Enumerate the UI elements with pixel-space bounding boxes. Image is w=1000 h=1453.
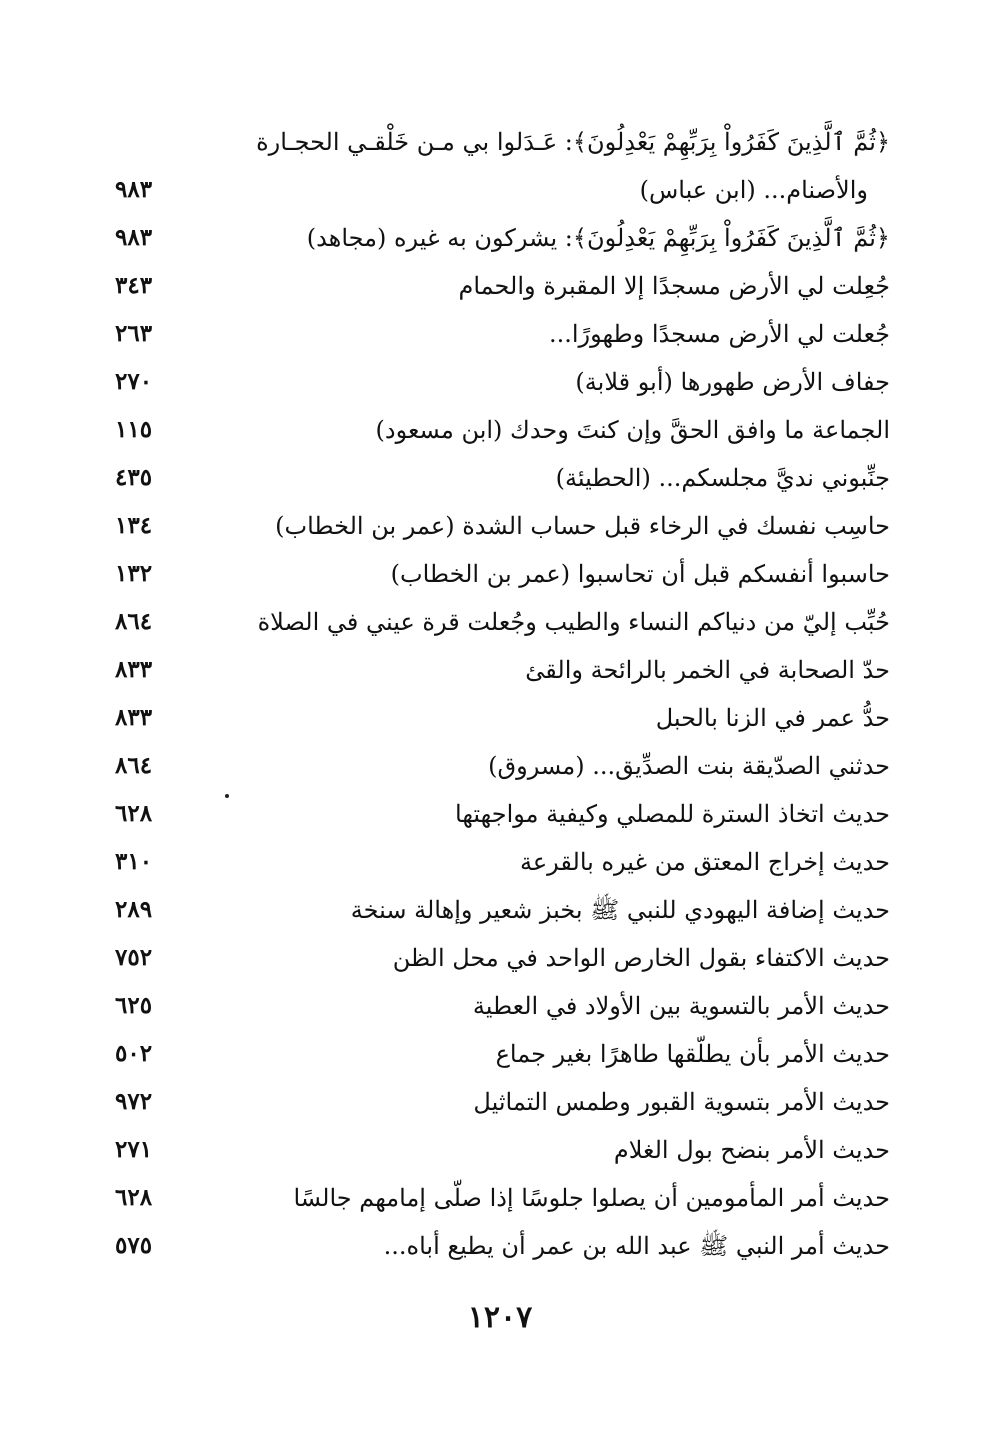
entry-text: حديث الاكتفاء بقول الخارص الواحد في محل الظن [392, 944, 890, 972]
index-entry [115, 886, 890, 934]
index-entry [115, 646, 890, 694]
entry-page-number: ٨٣٣ [115, 704, 153, 731]
entry-text: حديث الأمر بأن يطلّقها طاهرًا بغير جماع [495, 1040, 890, 1068]
index-entry [115, 454, 890, 502]
entry-text: حديث أمر النبي ﷺ عبد الله بن عمر أن يطيع أباه... [383, 1232, 890, 1260]
entry-page-number: ٦٢٨ [115, 1184, 153, 1211]
index-entry [115, 742, 890, 790]
entry-page-number: ١٣٤ [115, 512, 153, 539]
index-list [115, 118, 890, 1270]
index-entry [115, 214, 890, 262]
entry-page-number: ٣٤٣ [115, 272, 153, 299]
entry-page-number: ٦٢٨ [115, 800, 153, 827]
entry-page-number: ٣١٠ [115, 848, 153, 875]
entry-line-continuation: والأصنام... (ابن عباس) [639, 176, 868, 204]
entry-text: حُبِّب إليّ من دنياكم النساء والطيب وجُعلت قرة عيني في الصلاة [257, 608, 890, 636]
entry-page-number: ١٣٢ [115, 560, 153, 587]
index-entry [115, 598, 890, 646]
entry-page-number: ٨٦٤ [115, 752, 153, 779]
index-entry [115, 262, 890, 310]
entry-text: حديث اتخاذ السترة للمصلي وكيفية مواجهتها [455, 800, 890, 828]
entry-text: حاسِب نفسك في الرخاء قبل حساب الشدة (عمر بن الخطاب) [275, 512, 890, 540]
index-entry [115, 1174, 890, 1222]
entry-text: حديث إضافة اليهودي للنبي ﷺ بخبز شعير وإهالة سنخة [350, 896, 890, 924]
ink-speck [225, 794, 229, 798]
entry-page-number: ٩٧٢ [115, 1088, 153, 1115]
entry-text: حدثني الصدّيقة بنت الصدِّيق... (مسروق) [488, 752, 890, 780]
entry-page-number: ٢٦٣ [115, 320, 153, 347]
index-entry [115, 358, 890, 406]
index-entry [115, 1030, 890, 1078]
entry-page-number: ٢٧١ [115, 1136, 153, 1163]
entry-text: حديث أمر المأمومين أن يصلوا جلوسًا إذا صلّى إمامهم جالسًا [293, 1184, 890, 1212]
entry-text: حديث الأمر بتسوية القبور وطمس التماثيل [473, 1088, 890, 1116]
page-number: ١٢٠٧ [467, 1300, 533, 1335]
entry-text: جنِّبوني نديَّ مجلسكم... (الحطيئة) [555, 464, 890, 492]
index-entry [115, 790, 890, 838]
index-entry [115, 982, 890, 1030]
index-entry [115, 406, 890, 454]
index-entry [115, 118, 890, 214]
entry-text: ﴿ثُمَّ ٱلَّذِينَ كَفَرُواْ بِرَبِّهِمْ يَعْدِلُونَ﴾: يشركون به غيره (مجاهد) [306, 224, 890, 252]
entry-text: الجماعة ما وافق الحقَّ وإن كنتَ وحدك (ابن مسعود) [375, 416, 890, 444]
entry-text: حاسبوا أنفسكم قبل أن تحاسبوا (عمر بن الخطاب) [390, 560, 890, 588]
entry-text: جُعِلت لي الأرض مسجدًا إلا المقبرة والحمام [458, 272, 890, 300]
entry-text: جفاف الأرض طهورها (أبو قلابة) [575, 368, 890, 396]
index-entry [115, 550, 890, 598]
entry-page-number: ٢٧٠ [115, 368, 153, 395]
entry-page-number: ٩٨٣ [115, 176, 153, 203]
index-entry [115, 934, 890, 982]
entry-page-number: ٥٠٢ [115, 1040, 153, 1067]
entry-page-number: ٨٣٣ [115, 656, 153, 683]
entry-page-number: ٢٨٩ [115, 896, 153, 923]
entry-text: حدّ الصحابة في الخمر بالرائحة والقئ [525, 656, 890, 684]
entry-page-number: ٤٣٥ [115, 464, 153, 491]
index-entry [115, 310, 890, 358]
entry-page-number: ٩٨٣ [115, 224, 153, 251]
entry-text [170, 118, 890, 214]
index-entry [115, 838, 890, 886]
index-entry [115, 502, 890, 550]
entry-text: جُعلت لي الأرض مسجدًا وطهورًا... [548, 320, 890, 348]
index-entry [115, 694, 890, 742]
index-entry [115, 1222, 890, 1270]
index-entry [115, 1078, 890, 1126]
entry-text: حدُّ عمر في الزنا بالحبل [655, 704, 890, 732]
entry-text: حديث الأمر بالتسوية بين الأولاد في العطية [472, 992, 890, 1020]
entry-page-number: ١١٥ [115, 416, 153, 443]
entry-page-number: ٨٦٤ [115, 608, 153, 635]
entry-page-number: ٧٥٢ [115, 944, 153, 971]
index-entry [115, 1126, 890, 1174]
entry-line: ﴿ثُمَّ ٱلَّذِينَ كَفَرُواْ بِرَبِّهِمْ يَعْدِلُونَ﴾: عَـدَلوا بي مـن خَلْقـي الحجـارة [256, 128, 890, 156]
entry-text: حديث إخراج المعتق من غيره بالقرعة [519, 848, 890, 876]
entry-page-number: ٥٧٥ [115, 1232, 153, 1259]
entry-page-number: ٦٢٥ [115, 992, 153, 1019]
entry-text: حديث الأمر بنضح بول الغلام [613, 1136, 890, 1164]
